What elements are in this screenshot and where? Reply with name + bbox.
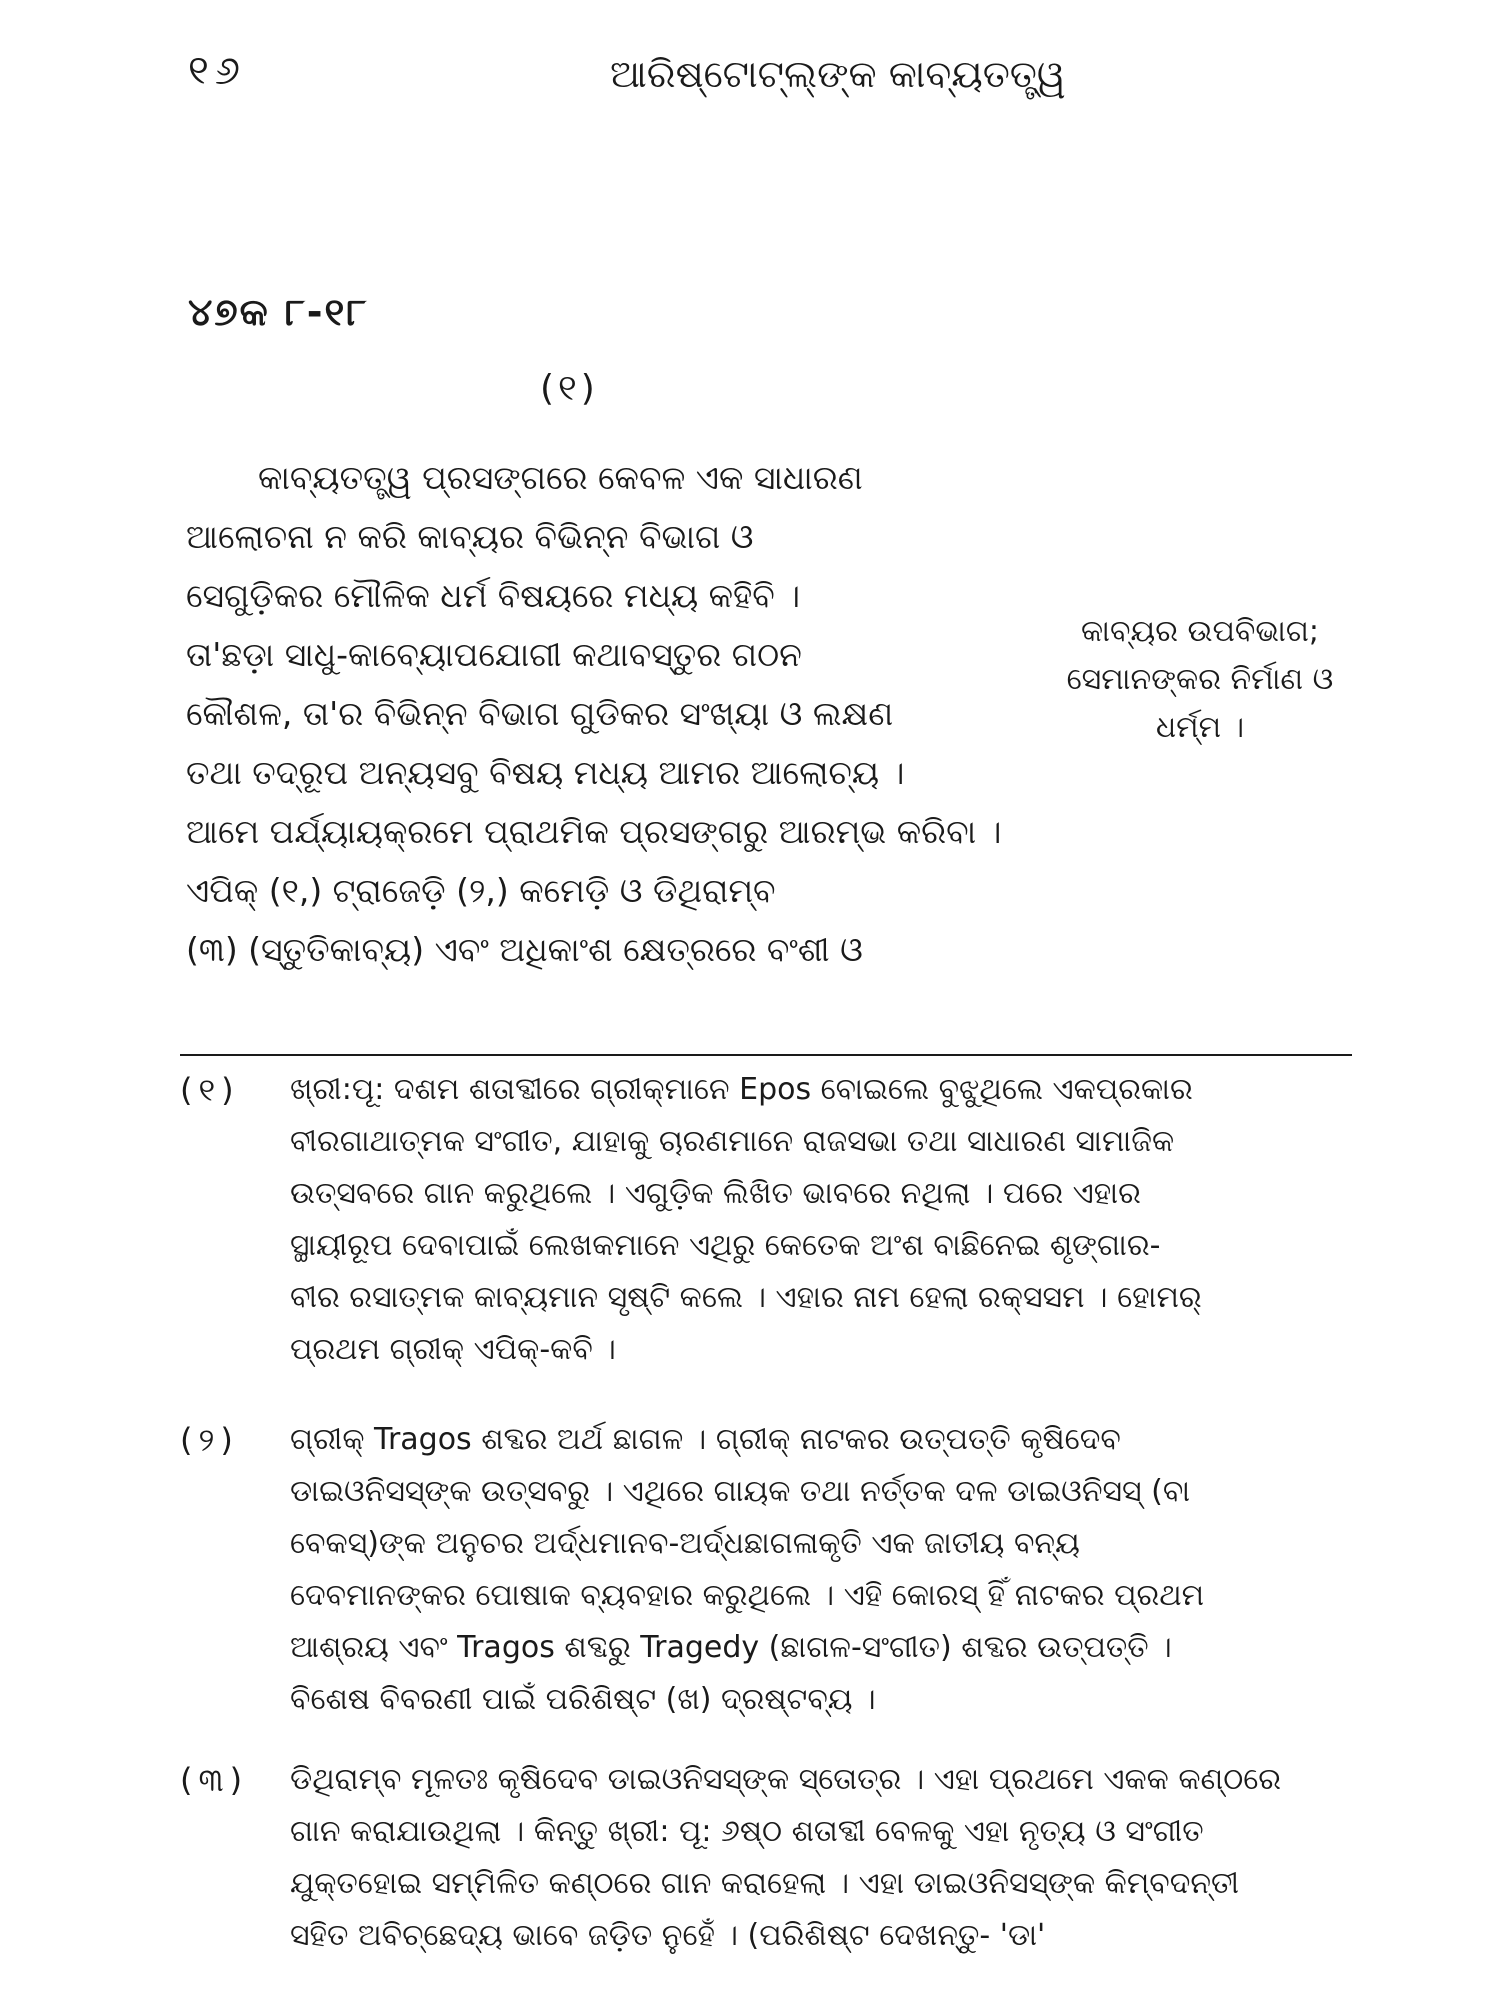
footnote-line: ଡାଇଓନିସସ୍‌ଙ୍କ ଉତ୍ସବରୁ । ଏଥିରେ ଗାୟକ ତଥା ନର୍ତ୍ତକ ଦଳ ଡାଇଓନିସସ୍ (ବା bbox=[290, 1474, 1191, 1509]
footnote-line: ଉତ୍ସବରେ ଗାନ କରୁଥିଲେ । ଏଗୁଡ଼ିକ ଲିଖିତ ଭାବରେ ନଥିଲା । ପରେ ଏହାର bbox=[290, 1176, 1141, 1211]
footnote-line: ଖ୍ରୀ:ପୂ: ଦଶମ ଶତାବ୍ଦୀରେ ଗ୍ରୀକ୍‌ମାନେ Epos ବୋଇଲେ ବୁଝୁଥିଲେ ଏକପ୍ରକାର bbox=[290, 1072, 1193, 1107]
paragraph-line: କୌଶଳ, ତା'ର ବିଭିନ୍ନ ବିଭାଗ ଗୁଡିକର ସଂଖ୍ୟା ଓ ଲକ୍ଷଣ bbox=[186, 694, 894, 733]
page-number: ୧୬ bbox=[188, 48, 246, 94]
footnote-text bbox=[290, 1414, 1350, 1726]
paragraph-line: ତା'ଛଡ଼ା ସାଧୁ-କାବ୍ୟୋପଯୋଗୀ କଥାବସ୍ତୁର ଗଠନ bbox=[186, 635, 802, 674]
footnote-line: ଆଶ୍ରୟ ଏବଂ Tragos ଶବ୍ଦରୁ Tragedy (ଛାଗଳ-ସଂଗୀତ) ଶବ୍ଦର ଉତ୍ପତ୍ତି । bbox=[290, 1630, 1172, 1665]
footnote-marker: (୧) bbox=[180, 1071, 240, 1109]
footnote-line: ବେକସ୍)ଙ୍କ ଅନୁଚର ଅର୍ଦ୍ଧମାନବ-ଅର୍ଦ୍ଧଛାଗଳାକୃତି ଏକ ଜାତୀୟ ବନ୍ୟ bbox=[290, 1526, 1080, 1561]
footnote-line: ବୀର ରସାତ୍ମକ କାବ୍ୟମାନ ସୃଷ୍ଟି କଲେ । ଏହାର ନାମ ହେଲା ରକ୍ସସମ । ହୋମର୍ bbox=[290, 1280, 1202, 1315]
paragraph-line: ଆମେ ପର୍ଯ୍ୟାୟକ୍ରମେ ପ୍ରାଥମିକ ପ୍ରସଙ୍ଗରୁ ଆରମ୍ଭ କରିବା । bbox=[186, 812, 1002, 851]
footnote-line: ସ୍ଥାୟୀରୂପ ଦେବାପାଇଁ ଲେଖକମାନେ ଏଥିରୁ କେତେକ ଅଂଶ ବାଛିନେଇ ଶୃଙ୍ଗାର- bbox=[290, 1228, 1161, 1263]
margin-note-line: ସେମାନଙ୍କର ନିର୍ମାଣ ଓ bbox=[1066, 662, 1334, 697]
footnote-marker: (୨) bbox=[180, 1421, 239, 1459]
footnote-line: ଦେବମାନଙ୍କର ପୋଷାକ ବ୍ୟବହାର କରୁଥିଲେ । ଏହି କୋରସ୍ ହିଁ ନାଟକର ପ୍ରଥମ bbox=[290, 1578, 1205, 1613]
footnote-divider bbox=[180, 1054, 1352, 1056]
paragraph-line: କାବ୍ୟତତ୍ତ୍ୱ ପ୍ରସଙ୍ଗରେ କେବଳ ଏକ ସାଧାରଣ bbox=[258, 458, 863, 497]
footnote-text bbox=[290, 1754, 1350, 1962]
footnote-marker: (୩) bbox=[180, 1761, 249, 1799]
paragraph-line: (୩) (ସ୍ତୁତିକାବ୍ୟ) ଏବଂ ଅଧିକାଂଶ କ୍ଷେତ୍ରରେ ବଂଶୀ ଓ bbox=[186, 930, 863, 969]
margin-note bbox=[1040, 608, 1360, 752]
footnote-line: ବୀରଗାଥାତ୍ମକ ସଂଗୀତ, ଯାହାକୁ ଚାରଣମାନେ ରାଜସଭା ତଥା ସାଧାରଣ ସାମାଜିକ bbox=[290, 1124, 1175, 1159]
footnote-text bbox=[290, 1064, 1350, 1376]
section-number: (୧) bbox=[540, 368, 599, 409]
footnote-line: ପ୍ରଥମ ଗ୍ରୀକ୍ ଏପିକ୍-କବି । bbox=[290, 1332, 616, 1367]
footnote-line: ଗ୍ରୀକ୍ Tragos ଶବ୍ଦର ଅର୍ଥ ଛାଗଳ । ଗ୍ରୀକ୍ ନାଟକର ଉତ୍ପତ୍ତି କୃଷିଦେବ bbox=[290, 1422, 1121, 1457]
paragraph-line: ଆଲୋଚନା ନ କରି କାବ୍ୟର ବିଭିନ୍ନ ବିଭାଗ ଓ bbox=[186, 517, 754, 556]
margin-note-line: ଧର୍ମ୍ମ । bbox=[1155, 710, 1245, 745]
footnote-line: ଯୁକ୍ତହୋଇ ସମ୍ମିଳିତ କଣ୍ଠରେ ଗାନ କରାହେଲା । ଏହା ଡାଇଓନିସସ୍‌ଙ୍କ କିମ୍ବଦନ୍ତୀ bbox=[290, 1866, 1239, 1901]
margin-note-line: କାବ୍ୟର ଉପବିଭାଗ; bbox=[1081, 614, 1319, 649]
paragraph-line: ତଥା ତଦ୍ରୂପ ଅନ୍ୟସବୁ ବିଷୟ ମଧ୍ୟ ଆମର ଆଲୋଚ୍ୟ । bbox=[186, 753, 905, 792]
section-reference: ୪୭କ ୮-୧୮ bbox=[188, 290, 369, 334]
paragraph-line: ସେଗୁଡ଼ିକର ମୌଳିକ ଧର୍ମ ବିଷୟରେ ମଧ୍ୟ କହିବି । bbox=[186, 576, 801, 615]
footnote-line: ସହିତ ଅବିଚ୍ଛେଦ୍ୟ ଭାବେ ଜଡ଼ିତ ନୁହେଁ । (ପରିଶିଷ୍ଟ ଦେଖନ୍ତୁ- 'ଡା' bbox=[290, 1918, 1046, 1953]
main-paragraph bbox=[186, 448, 1002, 979]
footnote-line: ଡିଥିରାମ୍ବ ମୂଳତଃ କୃଷିଦେବ ଡାଇଓନିସସ୍‌ଙ୍କ ସ୍ତୋତ୍ର । ଏହା ପ୍ରଥମେ ଏକକ କଣ୍ଠରେ bbox=[290, 1762, 1281, 1797]
paragraph-line: ଏପିକ୍ (୧,) ଟ୍ରାଜେଡ଼ି (୨,) କମେଡ଼ି ଓ ଡିଥିରାମ୍ବ bbox=[186, 871, 776, 910]
running-title: ଆରିଷ୍ଟୋଟ୍‌ଲ୍‌ଙ୍କ କାବ୍ୟତତ୍ତ୍ୱ bbox=[610, 52, 1066, 96]
footnote-line: ବିଶେଷ ବିବରଣୀ ପାଇଁ ପରିଶିଷ୍ଟ (ଖ) ଦ୍ରଷ୍ଟବ୍ୟ । bbox=[290, 1682, 876, 1717]
footnote-line: ଗାନ କରାଯାଉଥିଲା । କିନ୍ତୁ ଖ୍ରୀ: ପୂ: ୬ଷ୍ଠ ଶତାବ୍ଦୀ ବେଳକୁ ଏହା ନୃତ୍ୟ ଓ ସଂଗୀତ bbox=[290, 1814, 1204, 1849]
